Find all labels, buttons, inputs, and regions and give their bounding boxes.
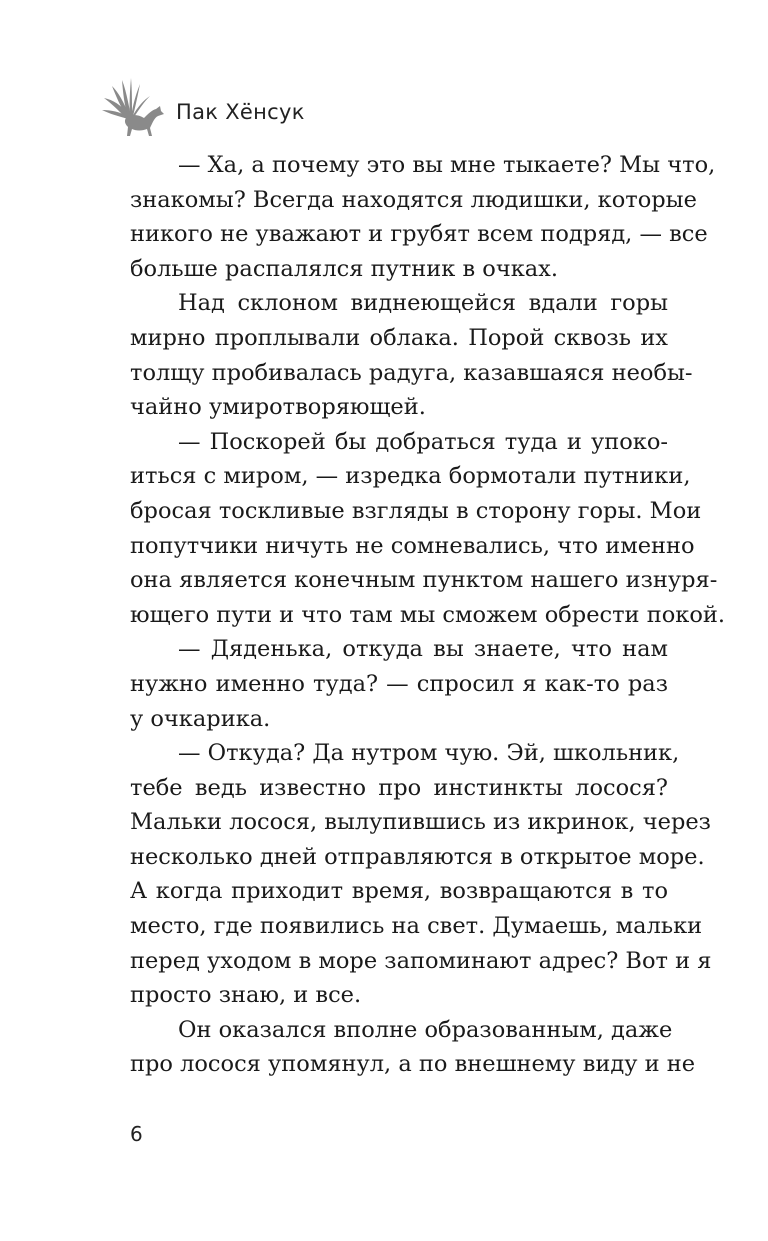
text-line: — Ха, а почему это вы мне тыкаете? Мы что, bbox=[178, 152, 716, 178]
text-line: она является конечным пунктом нашего изнуря- bbox=[130, 567, 718, 594]
text-line: попутчики ничуть не сомневались, что именно bbox=[130, 532, 695, 559]
body-text bbox=[130, 148, 726, 1082]
text-line: просто знаю, и все. bbox=[130, 982, 362, 1009]
text-line: мирно проплывали облака. Порой сквозь их bbox=[130, 324, 668, 351]
running-header-author: Пак Хёнсук bbox=[176, 100, 305, 124]
text-line: про лосося упомянул, а по внешнему виду и не bbox=[130, 1051, 696, 1078]
nine-tailed-fox-icon bbox=[100, 76, 166, 140]
text-line: — Откуда? Да нутром чую. Эй, школьник, bbox=[178, 740, 680, 767]
text-line: больше распалялся путник в очках. bbox=[130, 255, 559, 282]
text-line: Мальки лосося, вылупившись из икринок, через bbox=[130, 809, 711, 836]
text-line: нужно именно туда? — спросил я как-то раз bbox=[130, 670, 668, 697]
running-header bbox=[100, 76, 305, 140]
text-line: тебе ведь известно про инстинкты лосося? bbox=[130, 774, 668, 801]
text-line: ющего пути и что там мы сможем обрести покой. bbox=[130, 601, 726, 628]
text-line: Он оказался вполне образованным, даже bbox=[178, 1016, 673, 1043]
text-line: бросая тоскливые взгляды в сторону горы. Мои bbox=[130, 497, 702, 524]
page-number: 6 bbox=[130, 1122, 143, 1146]
text-line: — Поскорей бы добраться туда и упоко- bbox=[178, 428, 668, 455]
text-line: толщу пробивалась радуга, казавшаяся необы- bbox=[130, 359, 693, 386]
text-line: никого не уважают и грубят всем подряд, — все bbox=[130, 221, 708, 248]
text-line: у очкарика. bbox=[130, 705, 271, 732]
text-line: перед уходом в море запоминают адрес? Вот и я bbox=[130, 947, 712, 974]
text-line: чайно умиротворяющей. bbox=[130, 394, 426, 421]
text-line: Над склоном виднеющейся вдали горы bbox=[178, 290, 668, 317]
text-line: — Дяденька, откуда вы знаете, что нам bbox=[178, 636, 668, 663]
text-line: несколько дней отправляются в открытое море. bbox=[130, 843, 705, 870]
text-line: место, где появились на свет. Думаешь, мальки bbox=[130, 913, 703, 940]
text-line: знакомы? Всегда находятся людишки, которые bbox=[130, 186, 697, 213]
text-line: иться с миром, — изредка бормотали путники, bbox=[130, 463, 691, 490]
text-line: А когда приходит время, возвращаются в то bbox=[130, 878, 668, 905]
